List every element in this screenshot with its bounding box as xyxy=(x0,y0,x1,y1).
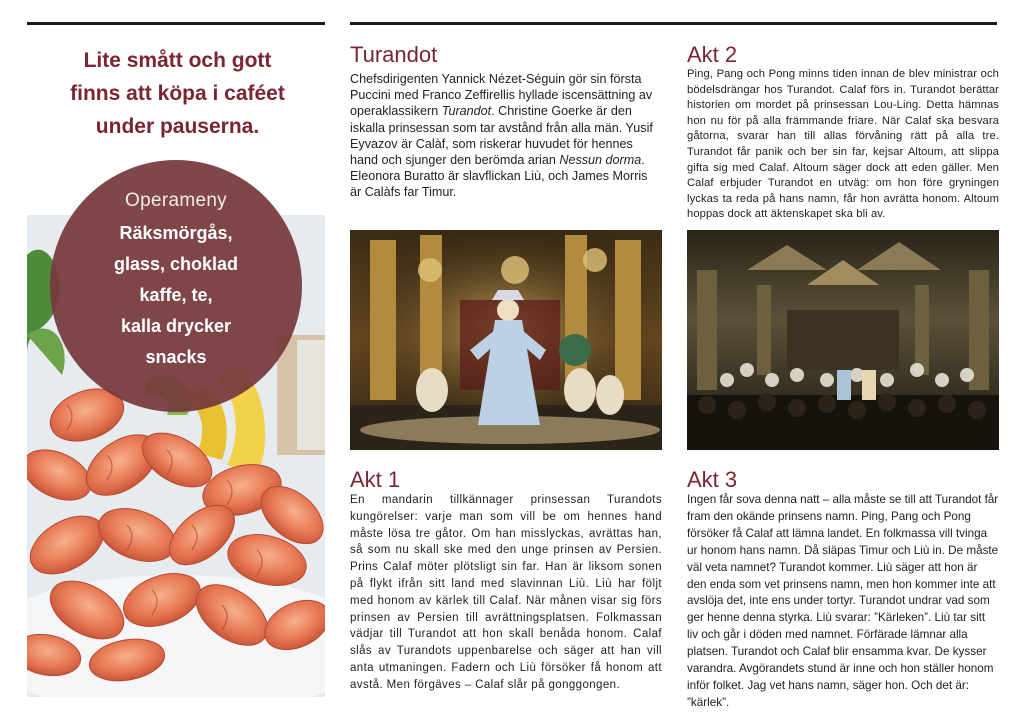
intro-text-part: . Christine Goerke är den iskalla prinsessan som tar avstånd från alla män. Yusif Eyvazov är Calàf, som riskerar huvudet för hennes hand och sjunger den berömda arian xyxy=(350,104,653,168)
akt1-heading: Akt 1 xyxy=(350,467,401,492)
intro-text-part: Chefsdirigenten Yannick Nézet-Séguin gör sin första Puccini med Franco Zeffirellis hyllade iscensättning av operaklassikern xyxy=(350,72,653,119)
opera-menu-title: Operameny xyxy=(125,190,227,211)
opera-menu-item: Räksmörgås, xyxy=(119,223,233,243)
intro-text xyxy=(350,71,662,201)
intro-text-emphasis: Turandot xyxy=(441,104,492,119)
cafe-headline xyxy=(40,44,315,143)
opera-menu-item: glass, choklad xyxy=(113,254,239,274)
akt3-heading: Akt 3 xyxy=(687,467,738,492)
intro-text-part: . Eleonora Buratto är slavflickan Liù, och James Morris är Calàfs far Timur. xyxy=(350,153,648,200)
akt2-heading: Akt 2 xyxy=(687,42,738,67)
opera-menu-item: snacks xyxy=(145,347,207,367)
akt1-text: En mandarin tillkännager prinsessan Turandots kungörelser: varje man som vill be om hennes hand måste lösa tre gåtor. Om han misslyckas, avrättas han, så som nu skall ske med den unge prinsen av Persien. Prins Calaf möter plötsligt sin far. Han är liksom sonen på flykt ifrån sitt land med slavinnan Liù. Liù har följt med honom av kärlek till Calaf. När månen visar sig förs prinsen av Persien till avrättningsplatsen. Folkmassan vädjar till Turandot att hon skall benåda honom. Calaf slås av Turandots uppenbarelse och säger att han vill anta utmaningen. Fadern och Liù försöker få honom att avstå. Men förgäves – Calaf slår på gonggongen. xyxy=(350,494,662,691)
akt2-text: Ping, Pang och Pong minns tiden innan de blev ministrar och bödelsdrängar hos Turandot. Calaf förs in. Turandot berättar historien om mordet på prinsessan Lou-Ling. Detta hämnas hon nu för på alla främmande friare. När Calaf ska besvara gåtorna, svarar han till allas förvåning rätt på alla tre. Turandot får panik och ber sin far, kejsar Altoum, att slippa gifta sig med Calaf. Altoum säger dock att eden gäller. Men Calaf erbjuder Turandot en utväg: om hon före gryningen lyckas ta reda på hans namn, får hon avrätta honom. Altoum hoppas dock att äktenskapet ska bli av. xyxy=(687,68,999,221)
akt3-text: Ingen får sova denna natt – alla måste se till att Turandot får fram den okände prinsens namn. Ping, Pang och Pong försöker få Calaf att lämna landet. En folkmassa vill tvinga ur honom hans namn. Då släpas Timur och Liù in. De måste väl veta namnet? Turandot kommer. Liù säger att hon är den enda som vet prinsens namn, men hon kommer inte att avslöja det, inte ens under tortyr. Turandot undrar vad som ger henne denna styrka. Liù svarar: ”Kärleken”. Liù tar sitt liv och går i döden med namnet. Förfärade lämnar alla platsen. Turandot och Calaf blir ensamma kvar. De kysser varandra. Avgörandets stund är inne och hon ställer honom inför folket. Jag vet hans namn, säger hon. Och det är: ”kärlek”. xyxy=(687,493,999,709)
intro-text-emphasis: Nessun dorma xyxy=(559,153,642,168)
cafe-headline-line-3: under pauserna. xyxy=(95,115,260,138)
top-rule-left xyxy=(27,22,325,25)
stage-photo-turandot xyxy=(350,230,662,450)
stage-photo-crowd xyxy=(687,230,999,450)
cafe-headline-line-2: finns att köpa i caféet xyxy=(70,82,285,105)
top-rule-right xyxy=(350,22,997,25)
opera-menu-items xyxy=(50,218,302,373)
opera-menu-item: kalla drycker xyxy=(120,316,232,336)
opera-menu-badge xyxy=(50,160,302,412)
opera-menu-item: kaffe, te, xyxy=(139,285,213,305)
cafe-headline-line-1: Lite smått och gott xyxy=(83,49,272,72)
intro-heading: Turandot xyxy=(350,42,438,67)
